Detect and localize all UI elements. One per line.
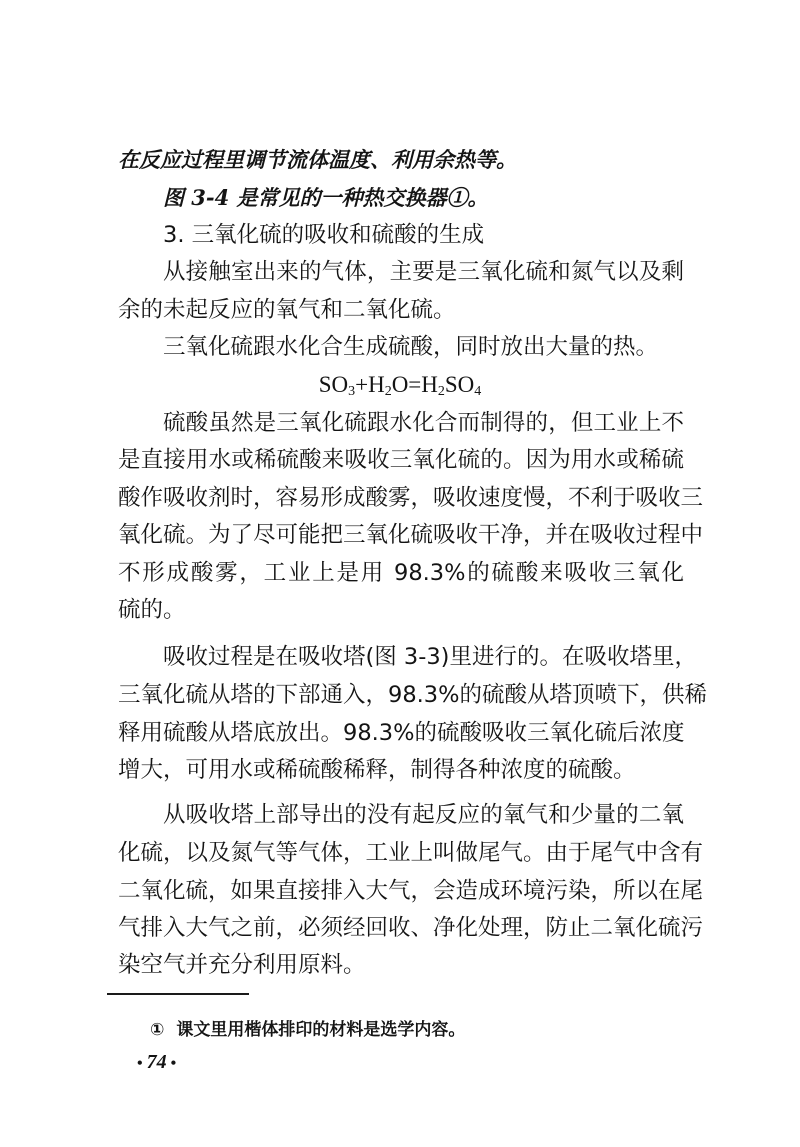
formula-subscript: 4: [474, 384, 482, 399]
page-number-value: 74: [146, 1051, 167, 1073]
paragraph-line: 硫酸虽然是三氧化硫跟水化合而制得的，但工业上不: [163, 410, 684, 436]
paragraph-line: 增大，可用水或稀硫酸稀释，制得各种浓度的硫酸。: [118, 757, 636, 783]
bullet-dot: •: [170, 1055, 177, 1072]
paragraph-line: 从吸收塔上部导出的没有起反应的氧气和少量的二氧: [163, 802, 684, 828]
paragraph-line: 二氧化硫，如果直接排入大气，会造成环境污染，所以在尾: [118, 878, 704, 904]
paragraph-line: 氧化硫。为了尽可能把三氧化硫吸收干净，并在吸收过程中: [118, 522, 704, 548]
page-number: [133, 1050, 180, 1076]
formula-subscript: 2: [384, 384, 392, 399]
section-heading: 3. 三氧化硫的吸收和硫酸的生成: [163, 222, 485, 248]
paragraph-line: 气排入大气之前，必须经回收、净化处理，防止二氧化硫污: [118, 915, 704, 941]
formula-part: +H: [355, 372, 385, 397]
formula-subscript: 2: [437, 384, 445, 399]
chemical-equation: [0, 370, 800, 400]
footnote: [150, 1018, 465, 1042]
paragraph-line: 酸作吸收剂时，容易形成酸雾，吸收速度慢，不利于吸收三: [118, 485, 704, 511]
paragraph-line: 吸收过程是在吸收塔(图 3-3)里进行的。在吸收塔里，: [163, 644, 697, 670]
bullet-dot: •: [137, 1055, 143, 1072]
paragraph-line: 硫的。: [118, 597, 186, 623]
formula-part: O=H: [391, 372, 438, 397]
paragraph-line: 从接触室出来的气体，主要是三氧化硫和氮气以及剩: [163, 259, 684, 285]
footnote-text: 课文里用楷体排印的材料是选学内容。: [176, 1020, 466, 1040]
paragraph-line: 化硫，以及氮气等气体，工业上叫做尾气。由于尾气中含有: [118, 840, 704, 866]
footnote-marker: ①: [150, 1020, 165, 1040]
paragraph-line: 不形成酸雾，工业上是用 98.3%的硫酸来吸收三氧化: [118, 560, 684, 586]
footnote-divider: [107, 993, 249, 995]
formula-part: SO: [444, 372, 475, 397]
paragraph-line: 是直接用水或稀硫酸来吸收三氧化硫的。因为用水或稀硫: [118, 447, 684, 473]
paragraph-line: 余的未起反应的氧气和二氧化硫。: [118, 297, 456, 323]
paragraph-line: 三氧化硫跟水化合生成硫酸，同时放出大量的热。: [163, 334, 659, 360]
paragraph-line: 在反应过程里调节流体温度、利用余热等。: [118, 147, 517, 172]
formula-subscript: 3: [348, 384, 356, 399]
paragraph-line: 三氧化硫从塔的下部通入，98.3%的硫酸从塔顶喷下，供稀: [118, 682, 707, 708]
formula-part: SO: [318, 372, 349, 397]
paragraph-line: 释用硫酸从塔底放出。98.3%的硫酸吸收三氧化硫后浓度: [118, 720, 685, 746]
paragraph-line: 染空气并充分利用原料。: [118, 952, 366, 978]
figure-reference-line: 图 3-4 是常见的一种热交换器①。: [163, 185, 489, 210]
